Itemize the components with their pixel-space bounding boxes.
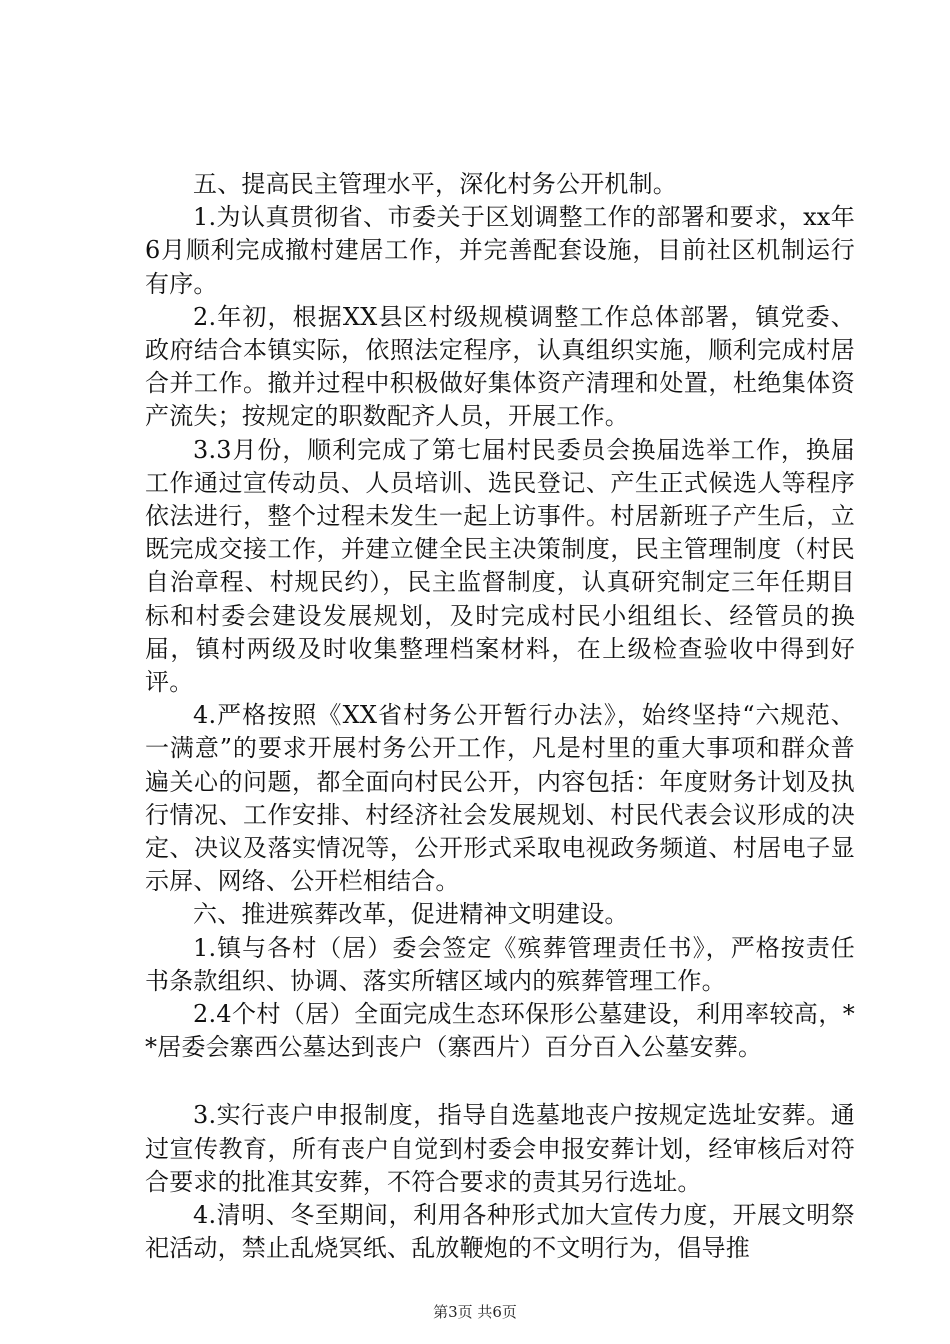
section-heading-6: 六、推进殡葬改革，促进精神文明建设。 bbox=[193, 900, 629, 929]
document-body bbox=[145, 168, 855, 1266]
section-heading-5: 五、提高民主管理水平，深化村务公开机制。 bbox=[193, 170, 677, 198]
paragraph-5-1: 1.为认真贯彻省、市委关于区划调整工作的部署和要求，xx年6月顺利完成撤村建居工作，并完善配套设施，目前社区机制运行有序。 bbox=[145, 203, 855, 298]
paragraph-6-4: 4.清明、冬至期间，利用各种形式加大宣传力度，开展文明祭祀活动，禁止乱烧冥纸、乱放鞭炮的不文明行为，倡导推 bbox=[145, 1201, 855, 1263]
paragraph-6-3: 3.实行丧户申报制度，指导自选墓地丧户按规定选址安葬。通过宣传教育，所有丧户自觉到村委会申报安葬计划，经审核后对符合要求的批准其安葬，不符合要求的责其另行选址。 bbox=[145, 1101, 855, 1196]
paragraph-5-3: 3.3月份，顺利完成了第七届村民委员会换届选举工作，换届工作通过宣传动员、人员培训、选民登记、产生正式候选人等程序依法进行，整个过程未发生一起上访事件。村居新班子产生后，立既完成交接工作，并建立健全民主决策制度，民主管理制度（村民自治章程、村规民约），民主监督制度，认真研究制定三年任期目标和村委会建设发展规划，及时完成村民小组组长、经管员的换届，镇村两级及时收集整理档案材料，在上级检查验收中得到好评。 bbox=[145, 435, 855, 697]
paragraph-5-4: 4.严格按照《XX省村务公开暂行办法》，始终坚持“六规范、一满意”的要求开展村务公开工作，凡是村里的重大事项和群众普遍关心的问题，都全面向村民公开，内容包括：年度财务计划及执行情况、工作安排、村经济社会发展规划、村民代表会议形成的决定、决议及落实情况等，公开形式采取电视政务频道、村居电子显示屏、网络、公开栏相结合。 bbox=[145, 701, 855, 896]
paragraph-6-2: 2.4个村（居）全面完成生态环保形公墓建设，利用率较高，**居委会寨西公墓达到丧户（寨西片）百分百入公墓安葬。 bbox=[145, 1000, 855, 1062]
page-number-footer: 第3页 共6页 bbox=[433, 1303, 517, 1321]
paragraph-5-2: 2.年初，根据XX县区村级规模调整工作总体部署，镇党委、政府结合本镇实际，依照法定程序，认真组织实施，顺利完成村居合并工作。撤并过程中积极做好集体资产清理和处置，杜绝集体资产流失；按规定的职数配齐人员，开展工作。 bbox=[145, 302, 855, 431]
paragraph-6-1: 1.镇与各村（居）委会签定《殡葬管理责任书》，严格按责任书条款组织、协调、落实所辖区域内的殡葬管理工作。 bbox=[145, 933, 855, 995]
